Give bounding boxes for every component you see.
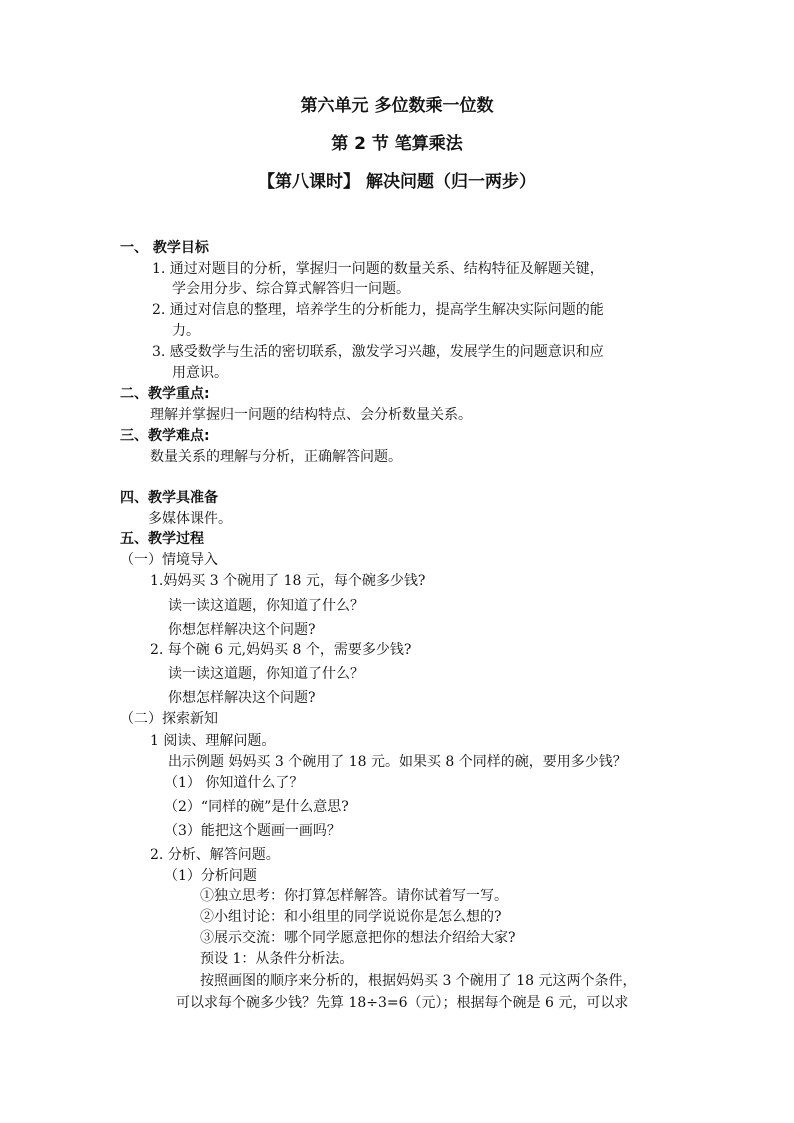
example-problem: 出示例题 妈妈买 3 个碗用了 18 元。如果买 8 个同样的碗，要用多少钱？ — [168, 754, 627, 770]
objective-1-line-1: 1. 通过对题目的分析，掌握归一问题的数量关系、结构特征及解题关键， — [152, 261, 604, 277]
explore-step-1: 1 阅读、理解问题。 — [150, 733, 276, 749]
objective-1-line-2: 学会用分步、综合算式解答归一问题。 — [172, 281, 410, 297]
analysis-step-3: ③展示交流：哪个同学愿意把你的想法介绍给大家? — [200, 930, 516, 946]
sub-question-3: （3）能把这个题画一画吗？ — [164, 823, 341, 839]
warmup-question-2: 2. 每个碗 6 元,妈妈买 8 个，需要多少钱? — [150, 642, 412, 658]
section-heading-materials: 四、教学具准备 — [120, 490, 218, 506]
lesson-title: 【第八课时】 解决问题（归一两步） — [258, 172, 536, 192]
objective-2-line-1: 2. 通过对信息的整理，培养学生的分析能力，提高学生解决实际问题的能 — [152, 302, 604, 318]
section-heading-difficulties: 三、教学难点: — [120, 428, 210, 444]
analysis-step-2: ②小组讨论：和小组里的同学说说你是怎么想的? — [200, 909, 502, 925]
unit-title: 第六单元 多位数乘一位数 — [300, 96, 494, 116]
materials-text: 多媒体课件。 — [148, 511, 232, 527]
objective-2-line-2: 力。 — [172, 323, 200, 339]
section-heading-objectives: 一、 教学目标 — [120, 240, 209, 256]
analysis-step-1: ①独立思考：你打算怎样解答。请你试着写一写。 — [200, 888, 508, 904]
objective-3-line-2: 用意识。 — [172, 365, 228, 381]
process-part-1-heading: （一）情境导入 — [120, 552, 218, 568]
analysis-heading: （1）分析问题 — [164, 868, 257, 884]
section-heading-key-points: 二、教学重点: — [120, 386, 210, 402]
difficulties-text: 数量关系的理解与分析，正确解答问题。 — [150, 449, 402, 465]
section-heading-process: 五、教学过程 — [120, 531, 204, 547]
warmup-question-2-prompt-b: 你想怎样解决这个问题? — [168, 690, 316, 706]
section-title: 第 2 节 笔算乘法 — [331, 134, 463, 154]
warmup-question-1-prompt-b: 你想怎样解决这个问题? — [168, 622, 316, 638]
warmup-question-1: 1.妈妈买 3 个碗用了 18 元，每个碗多少钱? — [150, 573, 426, 589]
sub-question-1: （1） 你知道什么了？ — [164, 775, 304, 791]
objective-3-line-1: 3. 感受数学与生活的密切联系，激发学习兴趣，发展学生的问题意识和应 — [152, 344, 604, 360]
warmup-question-2-prompt-a: 读一读这道题，你知道了什么？ — [168, 666, 364, 682]
analysis-paragraph-line-1: 按照画图的顺序来分析的，根据妈妈买 3 个碗用了 18 元这两个条件， — [200, 973, 637, 989]
sub-question-2: （2）“同样的碗”是什么意思? — [164, 799, 349, 815]
process-part-2-heading: （二）探索新知 — [120, 711, 218, 727]
analysis-paragraph-line-2: 可以求每个碗多少钱？先算 18÷3=6（元）；根据每个碗是 6 元，可以求 — [176, 995, 629, 1011]
warmup-question-1-prompt-a: 读一读这道题，你知道了什么？ — [168, 598, 364, 614]
explore-step-2: 2. 分析、解答问题。 — [150, 847, 280, 863]
preset-1: 预设 1：从条件分析法。 — [200, 951, 354, 967]
key-points-text: 理解并掌握归一问题的结构特点、会分析数量关系。 — [150, 407, 472, 423]
